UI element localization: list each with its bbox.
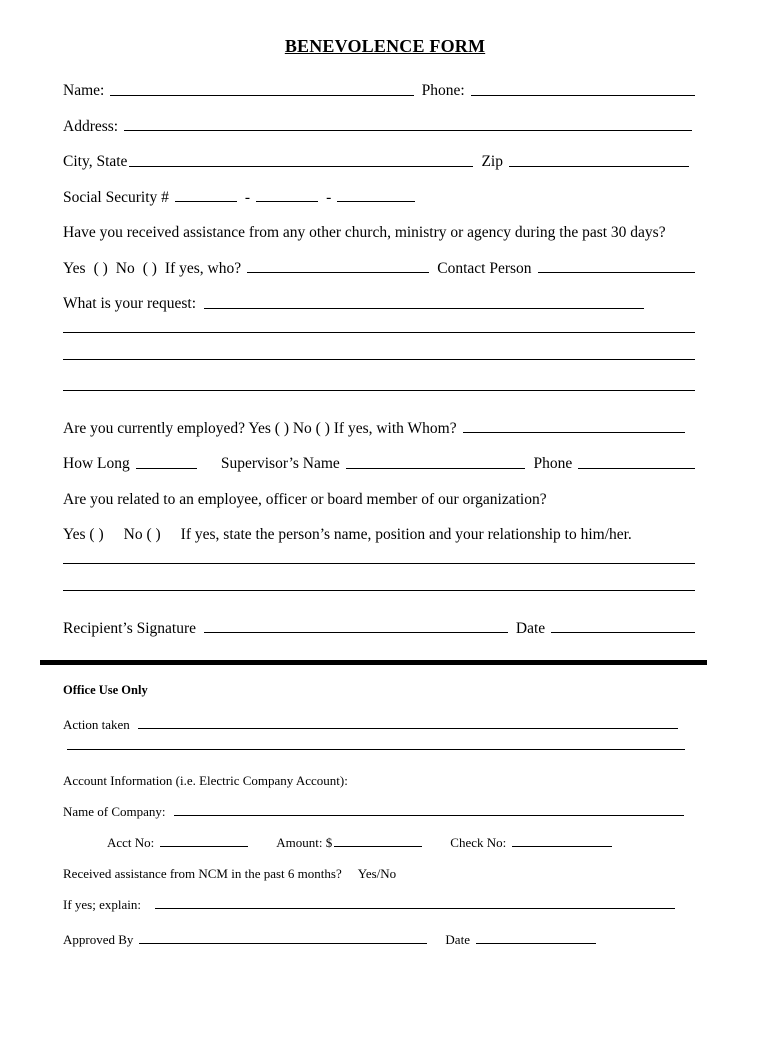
related-if-yes-label: If yes, state the person’s name, position and your relationship to him/her. [180, 526, 632, 543]
zip-label: Zip [481, 153, 503, 170]
explain-label: If yes; explain: [63, 897, 141, 912]
city-state-input[interactable] [129, 166, 473, 167]
action-taken-input-line-1[interactable] [138, 728, 678, 729]
ssn-row [63, 190, 695, 206]
request-label: What is your request: [63, 295, 197, 312]
account-info-label: Account Information (i.e. Electric Company Account): [63, 773, 348, 788]
employed-question: Are you currently employed? Yes ( ) No ( ) If yes, with Whom? [63, 419, 457, 437]
form-body [0, 83, 770, 636]
no-label: No [115, 259, 135, 277]
action-taken-input-line-2[interactable] [67, 749, 685, 750]
ncm-question-row [63, 867, 690, 880]
office-use-section [0, 683, 770, 946]
approved-date-label: Date [445, 932, 470, 947]
page-title: BENEVOLENCE FORM [284, 36, 486, 56]
yes-label: Yes [63, 259, 86, 277]
signature-row [63, 621, 695, 637]
request-input-line-3[interactable] [63, 359, 695, 360]
name-label: Name: [63, 82, 105, 99]
if-yes-who-label: If yes, who? [164, 259, 242, 277]
approved-by-input[interactable] [139, 943, 427, 944]
company-name-input[interactable] [174, 815, 684, 816]
account-info-row [63, 774, 690, 787]
ssn-dash-2: - [326, 188, 332, 206]
phone-input[interactable] [471, 95, 695, 96]
related-answer-row [63, 527, 695, 543]
acct-no-label: Acct No: [107, 835, 155, 850]
signature-label: Recipient’s Signature [63, 619, 197, 637]
name-phone-row [63, 83, 695, 99]
no-checkbox[interactable]: ( ) [142, 259, 157, 277]
acct-no-input[interactable] [160, 846, 248, 847]
related-no-checkbox[interactable]: No ( ) [123, 526, 161, 543]
company-name-label: Name of Company: [63, 804, 166, 819]
contact-person-input[interactable] [538, 272, 695, 273]
yes-checkbox[interactable]: ( ) [93, 259, 108, 277]
work-phone-label: Phone [533, 455, 573, 472]
assistance-question: Have you received assistance from any other church, ministry or agency during the past 30 days? [63, 224, 666, 241]
how-long-label: How Long [63, 455, 130, 472]
address-row [63, 119, 695, 135]
assistance-answer-row [63, 261, 695, 277]
ncm-answer-toggle[interactable]: Yes/No [357, 866, 397, 881]
section-divider [40, 660, 707, 665]
related-input-line-2[interactable] [63, 590, 695, 591]
request-input-line-1[interactable] [204, 308, 644, 309]
request-input-line-2[interactable] [63, 332, 695, 333]
explain-row [63, 898, 690, 911]
approved-by-label: Approved By [63, 932, 134, 947]
account-details-row [63, 836, 690, 849]
work-phone-input[interactable] [578, 468, 695, 469]
explain-input[interactable] [155, 908, 675, 909]
action-taken-label: Action taken [63, 717, 130, 732]
signature-input[interactable] [204, 632, 508, 633]
employer-input[interactable] [463, 432, 685, 433]
employed-row [63, 421, 695, 437]
if-yes-who-input[interactable] [247, 272, 429, 273]
name-input[interactable] [110, 95, 413, 96]
city-state-zip-row [63, 154, 695, 170]
supervisor-label: Supervisor’s Name [220, 455, 340, 472]
ssn-part2-input[interactable] [256, 201, 318, 202]
date-label: Date [515, 619, 546, 637]
supervisor-input[interactable] [346, 468, 526, 469]
how-long-input[interactable] [136, 468, 197, 469]
phone-label: Phone: [421, 82, 465, 99]
request-row [63, 296, 695, 312]
company-name-row [63, 805, 690, 818]
contact-person-label: Contact Person [437, 259, 532, 277]
office-use-heading: Office Use Only [63, 683, 148, 697]
ssn-label: Social Security # [63, 188, 169, 206]
amount-label: Amount: $ [276, 835, 333, 850]
amount-input[interactable] [334, 846, 422, 847]
ssn-part3-input[interactable] [337, 201, 415, 202]
ssn-dash-1: - [244, 188, 251, 206]
city-state-label: City, State [63, 153, 128, 170]
action-taken-row [63, 718, 690, 731]
check-no-input[interactable] [512, 846, 612, 847]
related-input-line-1[interactable] [63, 563, 695, 564]
employment-details-row [63, 456, 695, 472]
address-input[interactable] [124, 130, 692, 131]
document-page [0, 36, 770, 1060]
address-label: Address: [63, 117, 119, 135]
ssn-part1-input[interactable] [175, 201, 237, 202]
approved-date-input[interactable] [476, 943, 596, 944]
request-input-line-4[interactable] [63, 390, 695, 391]
approved-by-row [63, 933, 690, 946]
zip-input[interactable] [509, 166, 689, 167]
ncm-question-label: Received assistance from NCM in the past 6 months? [63, 866, 342, 881]
related-yes-checkbox[interactable]: Yes ( ) [63, 526, 104, 543]
check-no-label: Check No: [450, 835, 507, 850]
related-question: Are you related to an employee, officer or board member of our organization? [63, 490, 547, 508]
date-input[interactable] [551, 632, 695, 633]
